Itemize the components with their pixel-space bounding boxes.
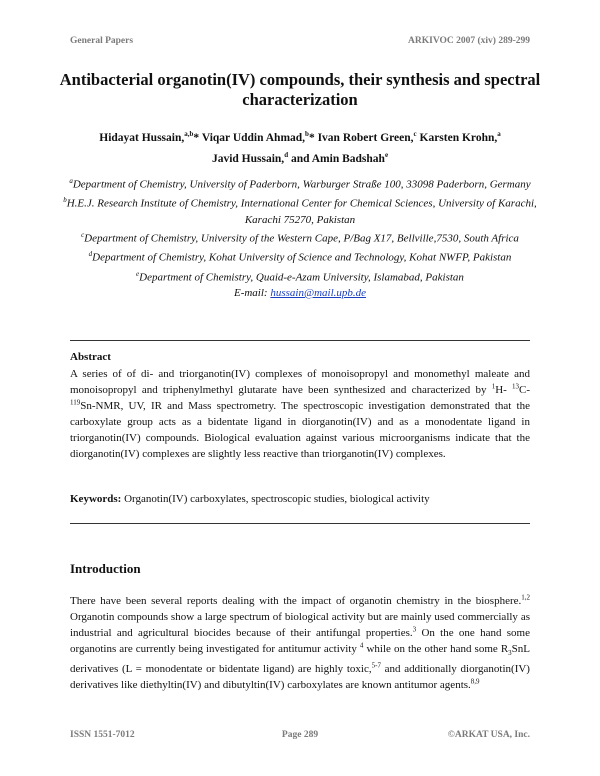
affiliation-b: $^b$H.E.J. Research Institute of Chemistry, International Center for Chemical Sciences, University of Karachi, Karachi 75270, Pakistan [63, 196, 537, 226]
footer-page-number: Page 289 [281, 730, 319, 740]
keywords-label: Keywords: [70, 493, 122, 505]
author-name: Javid Hussain, [211, 152, 285, 165]
author-affil-mark: b [305, 130, 309, 138]
author-affil-mark: c [413, 130, 417, 138]
paper-title: Antibacterial organotin(IV) compounds, their synthesis and spectral characterization [59, 70, 541, 109]
citation: 5-7 [371, 661, 381, 670]
author-list [50, 126, 550, 168]
email-label: E-mail: [233, 286, 271, 299]
affiliation-e: $^e$Department of Chemistry, Quaid-e-Azam University, Islamabad, Pakistan [136, 269, 464, 284]
email-line [60, 286, 540, 302]
affiliation-c: $^c$Department of Chemistry, University of the Western Cape, P/Bag X17, Bellville,7530, South Africa [81, 231, 519, 245]
citation: 8,9 [470, 677, 480, 686]
author-name: * Ivan Robert Green, [308, 131, 414, 144]
author-affil-mark: d [284, 150, 289, 159]
citation: 4 [359, 641, 364, 650]
affiliation-d: $^d$Department of Chemistry, Kohat University of Science and Technology, Kohat NWFP, Pakistan [88, 250, 512, 264]
footer-issn: ISSN 1551-7012 [70, 730, 135, 740]
email-link[interactable]: hussain@mail.upb.de [270, 286, 367, 299]
affiliation-a: $^a$Department of Chemistry, University of Paderborn, Warburger Straße 100, 33098 Paderborn, Germany [69, 177, 531, 191]
footer-publisher: ©ARKAT USA, Inc. [447, 730, 530, 740]
author-line-2 [50, 147, 550, 168]
author-name: and Amin Badshah [288, 152, 385, 165]
author-line-1 [50, 126, 550, 147]
abstract-body: A series of of di- and triorganotin(IV) complexes of monoisopropyl and monomethyl maleate and monoisopropyl and triphenylmethyl glutarate have been synthesized and characterized by $^1$H- $^{13}$C- $^{119}$Sn-NMR, UV, IR and Mass spectrometry. The spectroscopic investigation demonstrated that the carboxylate group acts as a bidentate ligand in diorganotin(IV) and as a monodentate ligand in triorganotin(IV) compounds. Biological evaluation against various microorganisms indicate that the diorganotin(IV) complexes are slightly less reactive than triorganotin(IV) complexes. [70, 368, 531, 460]
introduction-heading: Introduction [70, 561, 141, 576]
running-header-right: ARKIVOC 2007 (xiv) 289-299 [408, 36, 530, 46]
introduction-body: There have been several reports dealing with the impact of organotin chemistry in the biosphere.$^{1,2}$ Organotin compounds show a large spectrum of biological activity but are mainly used commercially as industrial and agricultural biocides because of their antifungal properties.$^3$ On the one hand some organotins are currently being investigated for antitumur activity $^4$ while on the other hand some $R_3SnL$ derivatives (L = monodentate or bidentate ligand) are highly toxic,$^{5-7}$ and additionally diorganotin(IV) derivatives like diethyltin(IV) and dibutyltin(IV) carboxylates are known antitumor agents.$^{8,9}$ [70, 593, 531, 692]
citation: 1,2 [521, 593, 530, 602]
author-affil-mark: a,b [184, 130, 194, 138]
author-name: Karsten Krohn, [416, 131, 498, 144]
author-affil-mark: e [384, 150, 389, 159]
abstract-heading: Abstract [70, 351, 111, 363]
divider-top [70, 340, 530, 341]
author-name: Hidayat Hussain, [99, 131, 185, 144]
affiliations [60, 174, 540, 301]
keywords [70, 493, 430, 505]
citation: 3 [412, 625, 417, 634]
keywords-text: Organotin(IV) carboxylates, spectroscopic studies, biological activity [121, 493, 430, 505]
running-header-left: General Papers [70, 36, 134, 46]
author-affil-mark: a [497, 130, 501, 138]
author-name: * Viqar Uddin Ahmad, [193, 131, 306, 144]
divider-bottom [70, 523, 530, 524]
